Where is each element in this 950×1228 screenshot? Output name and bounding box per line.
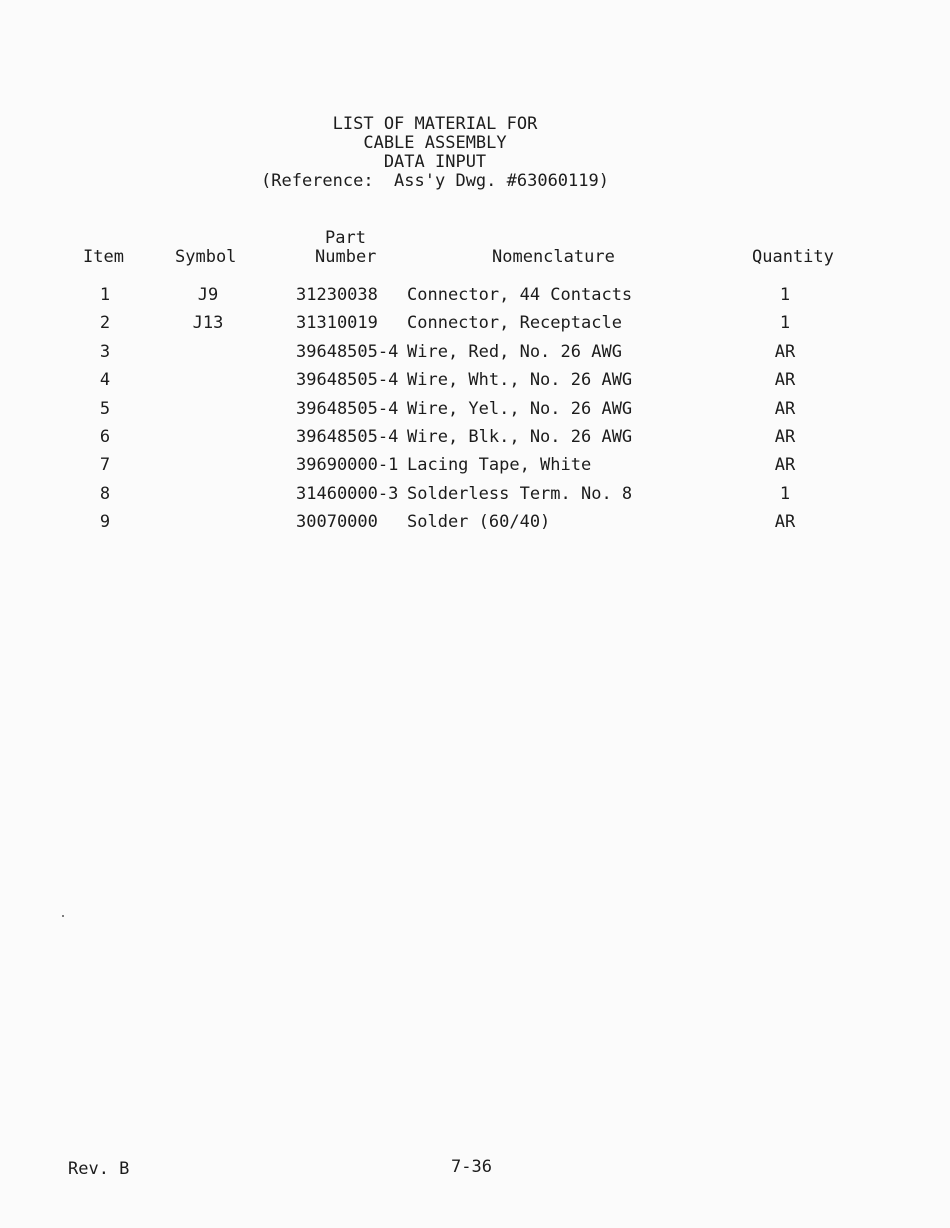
- row-nomenclature: Solderless Term. No. 8: [407, 484, 633, 504]
- header-nomenclature: Nomenclature: [492, 247, 615, 267]
- row-item: 7: [99, 455, 111, 475]
- row-part-number: 39690000-1: [296, 455, 399, 475]
- row-nomenclature: Connector, 44 Contacts: [407, 285, 633, 305]
- row-part-number: 39648505-4: [296, 370, 399, 390]
- row-item: 1: [99, 285, 111, 305]
- row-item: 2: [99, 313, 111, 333]
- row-nomenclature: Connector, Receptacle: [407, 313, 622, 333]
- table-row: [0, 513, 950, 541]
- row-part-number: 31230038: [296, 285, 378, 305]
- row-nomenclature: Wire, Yel., No. 26 AWG: [407, 399, 633, 419]
- table-row: [0, 428, 950, 456]
- row-quantity: 1: [779, 285, 791, 305]
- title-line-1: LIST OF MATERIAL FOR: [332, 114, 538, 134]
- title-reference: (Reference: Ass'y Dwg. #63060119): [261, 171, 609, 191]
- row-nomenclature: Solder (60/40): [407, 512, 551, 532]
- scan-speck: [62, 915, 64, 917]
- row-item: 5: [99, 399, 111, 419]
- row-symbol: J9: [197, 285, 219, 305]
- table-row: [0, 456, 950, 484]
- row-quantity: AR: [774, 455, 796, 475]
- row-symbol: J13: [192, 313, 224, 333]
- row-quantity: 1: [779, 484, 791, 504]
- row-part-number: 30070000: [296, 512, 378, 532]
- row-quantity: AR: [774, 399, 796, 419]
- row-item: 3: [99, 342, 111, 362]
- row-item: 6: [99, 427, 111, 447]
- row-quantity: AR: [774, 342, 796, 362]
- row-part-number: 31310019: [296, 313, 378, 333]
- title-line-2: CABLE ASSEMBLY: [363, 133, 507, 153]
- table-row: [0, 485, 950, 513]
- row-quantity: AR: [774, 370, 796, 390]
- row-item: 4: [99, 370, 111, 390]
- table-row: [0, 314, 950, 342]
- title-line-3: DATA INPUT: [383, 152, 487, 172]
- row-part-number: 39648505-4: [296, 342, 399, 362]
- table-row: [0, 371, 950, 399]
- table-row: [0, 286, 950, 314]
- row-quantity: 1: [779, 313, 791, 333]
- header-quantity: Quantity: [752, 247, 834, 267]
- page-number: 7-36: [451, 1157, 492, 1177]
- row-part-number: 31460000-3: [296, 484, 399, 504]
- row-nomenclature: Wire, Wht., No. 26 AWG: [407, 370, 633, 390]
- revision-label: Rev. B: [68, 1159, 130, 1179]
- row-item: 9: [99, 512, 111, 532]
- row-nomenclature: Lacing Tape, White: [407, 455, 592, 475]
- row-part-number: 39648505-4: [296, 399, 399, 419]
- row-quantity: AR: [774, 427, 796, 447]
- document-title: [0, 115, 870, 191]
- table-row: [0, 343, 950, 371]
- row-part-number: 39648505-4: [296, 427, 399, 447]
- header-item: Item: [83, 247, 124, 267]
- header-symbol: Symbol: [175, 247, 237, 267]
- row-quantity: AR: [774, 512, 796, 532]
- header-number: Number: [315, 247, 377, 267]
- row-nomenclature: Wire, Red, No. 26 AWG: [407, 342, 622, 362]
- row-item: 8: [99, 484, 111, 504]
- table-row: [0, 400, 950, 428]
- row-nomenclature: Wire, Blk., No. 26 AWG: [407, 427, 633, 447]
- header-part: Part: [325, 228, 366, 248]
